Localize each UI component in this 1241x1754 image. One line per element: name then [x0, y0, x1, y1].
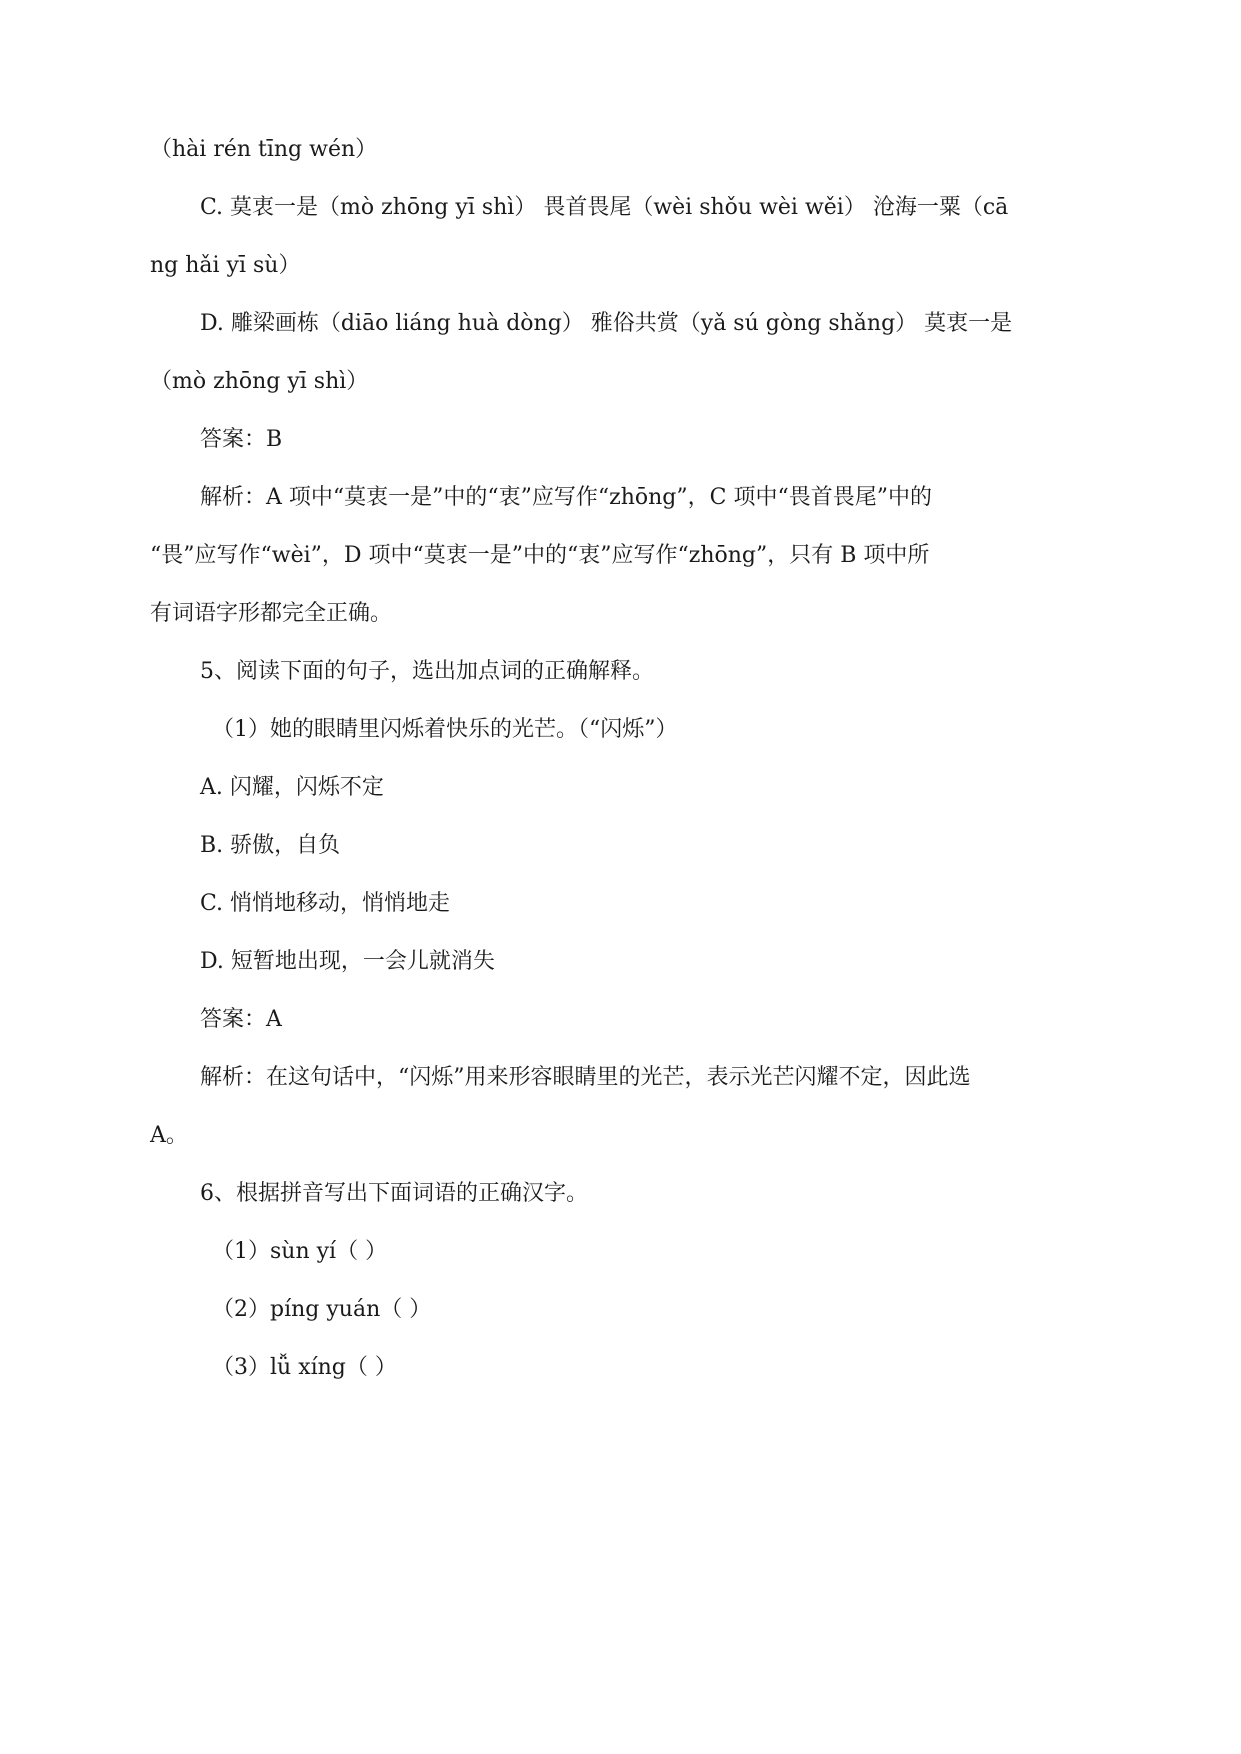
option-c-continuation: ng hǎi yī sù）: [150, 253, 301, 278]
option-b-continuation: （hài rén tīng wén）: [150, 137, 378, 162]
option-c: C. 莫衷一是（mò zhōng yī shì） 畏首畏尾（wèi shǒu wèi wěi） 沧海一粟（cā: [200, 195, 1009, 220]
question-5-option-b: B. 骄傲，自负: [200, 833, 341, 858]
answer-4: 答案：B: [200, 427, 283, 452]
question-6-title: 6、根据拼音写出下面词语的正确汉字。: [200, 1181, 588, 1206]
question-5-option-d: D. 短暂地出现，一会儿就消失: [200, 949, 495, 974]
explanation-5-line-2: A。: [150, 1123, 188, 1148]
question-6-item-2: （2）píng yuán（ ）: [212, 1297, 432, 1322]
question-6-item-1: （1）sùn yí（ ）: [212, 1239, 388, 1264]
question-6-item-3: （3）lǚ xíng（ ）: [212, 1355, 397, 1380]
option-d: D. 雕梁画栋（diāo liáng huà dòng） 雅俗共赏（yǎ sú gòng shǎng） 莫衷一是: [200, 311, 1013, 336]
question-5-option-c: C. 悄悄地移动，悄悄地走: [200, 891, 451, 916]
explanation-4-line-3: 有词语字形都完全正确。: [150, 601, 393, 626]
explanation-4-line-1: 解析：A 项中“莫衷一是”中的“衷”应写作“zhōng”，C 项中“畏首畏尾”中的: [200, 485, 932, 510]
question-5-sentence: （1）她的眼睛里闪烁着快乐的光芒。（“闪烁”）: [212, 717, 678, 742]
option-d-continuation: （mò zhōng yī shì）: [150, 369, 369, 394]
answer-5: 答案：A: [200, 1007, 282, 1032]
explanation-5-line-1: 解析：在这句话中，“闪烁”用来形容眼睛里的光芒，表示光芒闪耀不定，因此选: [200, 1065, 971, 1090]
question-5-title: 5、阅读下面的句子，选出加点词的正确解释。: [200, 659, 654, 684]
question-5-option-a: A. 闪耀，闪烁不定: [200, 775, 384, 800]
explanation-4-line-2: “畏”应写作“wèi”，D 项中“莫衷一是”中的“衷”应写作“zhōng”，只有 B 项中所: [150, 543, 930, 568]
